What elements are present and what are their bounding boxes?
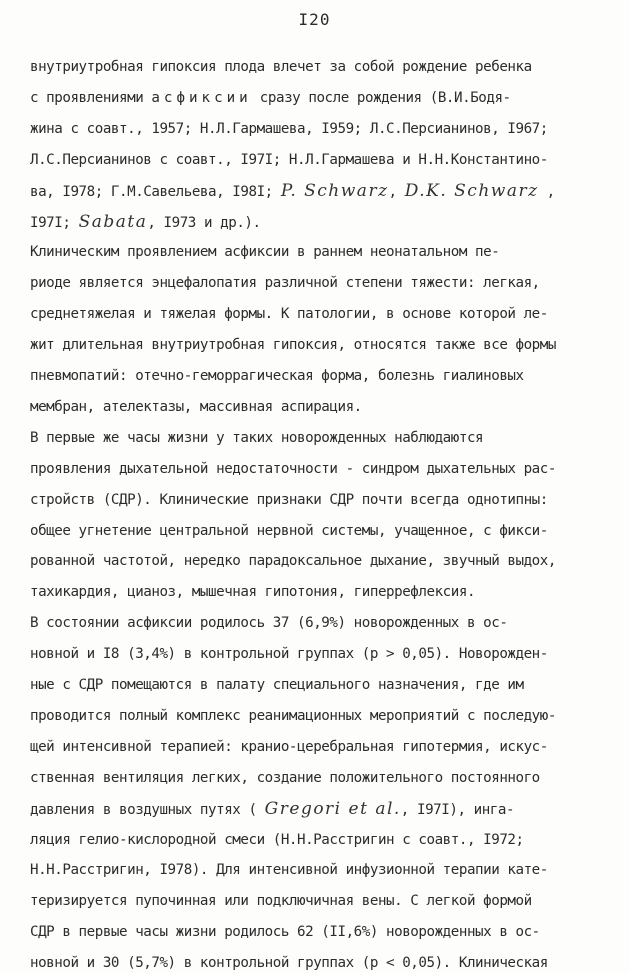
text-line: теризируется пупочинная или подключичная вены. С легкой формой [30,893,532,910]
text-line: Н.Н.Расстригин, I978). Для интенсивной инфузионной терапии кате- [30,862,548,879]
text-line: В первые же часы жизни у таких новорожденных наблюдаются [30,429,484,446]
text-segment: I97I; [30,214,79,231]
text-segment: , [388,183,405,200]
text-segment: , I97I), инга- [400,801,515,818]
text-line: общее угнетение центральной нервной системы, учащенное, с фикси- [30,522,548,539]
spaced-term: асфиксии [151,89,252,106]
handwritten-name: D.K. Schwarz [404,180,539,201]
text-line: ственная вентиляция легких, создание положительного постоянного [30,769,540,786]
text-line: жина с соавт., 1957; Н.Л.Гармашева, I959; Л.С.Персианинов, I967; [30,120,548,137]
text-line: среднетяжелая и тяжелая формы. К патологии, в основе которой ле- [30,306,548,323]
handwritten-name: P. Schwarz [280,180,389,201]
text-line: Л.С.Персианинов с соавт., I97I; Н.Л.Гармашева и Н.Н.Константино- [30,151,548,168]
text-line [30,799,600,820]
text-segment: , [538,183,555,200]
handwritten-name: Sabata [78,211,148,232]
text-line: рованной частотой, нередко парадоксальное дыхание, звучный выдох, [30,553,556,570]
text-line: жит длительная внутриутробная гипоксия, относятся также все формы [30,337,556,354]
text-segment: , I973 и др.). [147,214,261,231]
text-line: щей интенсивной терапией: кранио-церебральная гипотермия, искус- [30,738,548,755]
text-line: тахикардия, цианоз, мышечная гипотония, гиперрефлексия. [30,584,476,601]
text-line: новной и 30 (5,7%) в контрольной группах (p < 0,05). Клиническая [30,955,548,972]
text-line [30,181,600,202]
text-line: В состоянии асфиксии родилось 37 (6,9%) новорожденных в ос- [30,615,508,632]
text-line: мембран, ателектазы, массивная аспирация. [30,398,362,415]
text-segment: давления в воздушных путях ( [30,801,265,818]
text-segment: с проявлениями [30,89,152,106]
text-line: ляция гелио-кислородной смеси (Н.Н.Расстригин с соавт., I972; [30,831,524,848]
text-line: проводится полный комплекс реанимационных мероприятий с последую- [30,707,556,724]
text-line: риоде является энцефалопатия различной степени тяжести: легкая, [30,275,540,292]
text-line: Клиническим проявлением асфиксии в раннем неонатальном пе- [30,244,500,261]
text-line: СДР в первые часы жизни родилось 62 (II,6%) новорожденных в ос- [30,924,540,941]
text-line: новной и I8 (3,4%) в контрольной группах (p > 0,05). Новорожден- [30,646,548,663]
text-line [30,212,600,233]
text-line: пневмопатий: отечно-геморрагическая форма, болезнь гиалиновых [30,368,524,384]
text-line: стройств (СДР). Клинические признаки СДР почти всегда однотипны: [30,491,548,508]
text-line: внутриутробная гипоксия плода влечет за собой рождение ребенка [30,59,532,75]
text-segment: ва, I978; Г.М.Савельева, I98I; [30,183,281,200]
text-line [30,88,600,108]
text-segment: сразу после рождения (В.И.Бодя- [251,89,511,106]
handwritten-name: Gregori et al. [264,798,401,819]
page-number: I20 [298,10,331,29]
text-line: ные с СДР помещаются в палату специального назначения, где им [30,677,524,693]
text-line: проявления дыхательной недостаточности - синдром дыхательных рас- [30,460,556,477]
